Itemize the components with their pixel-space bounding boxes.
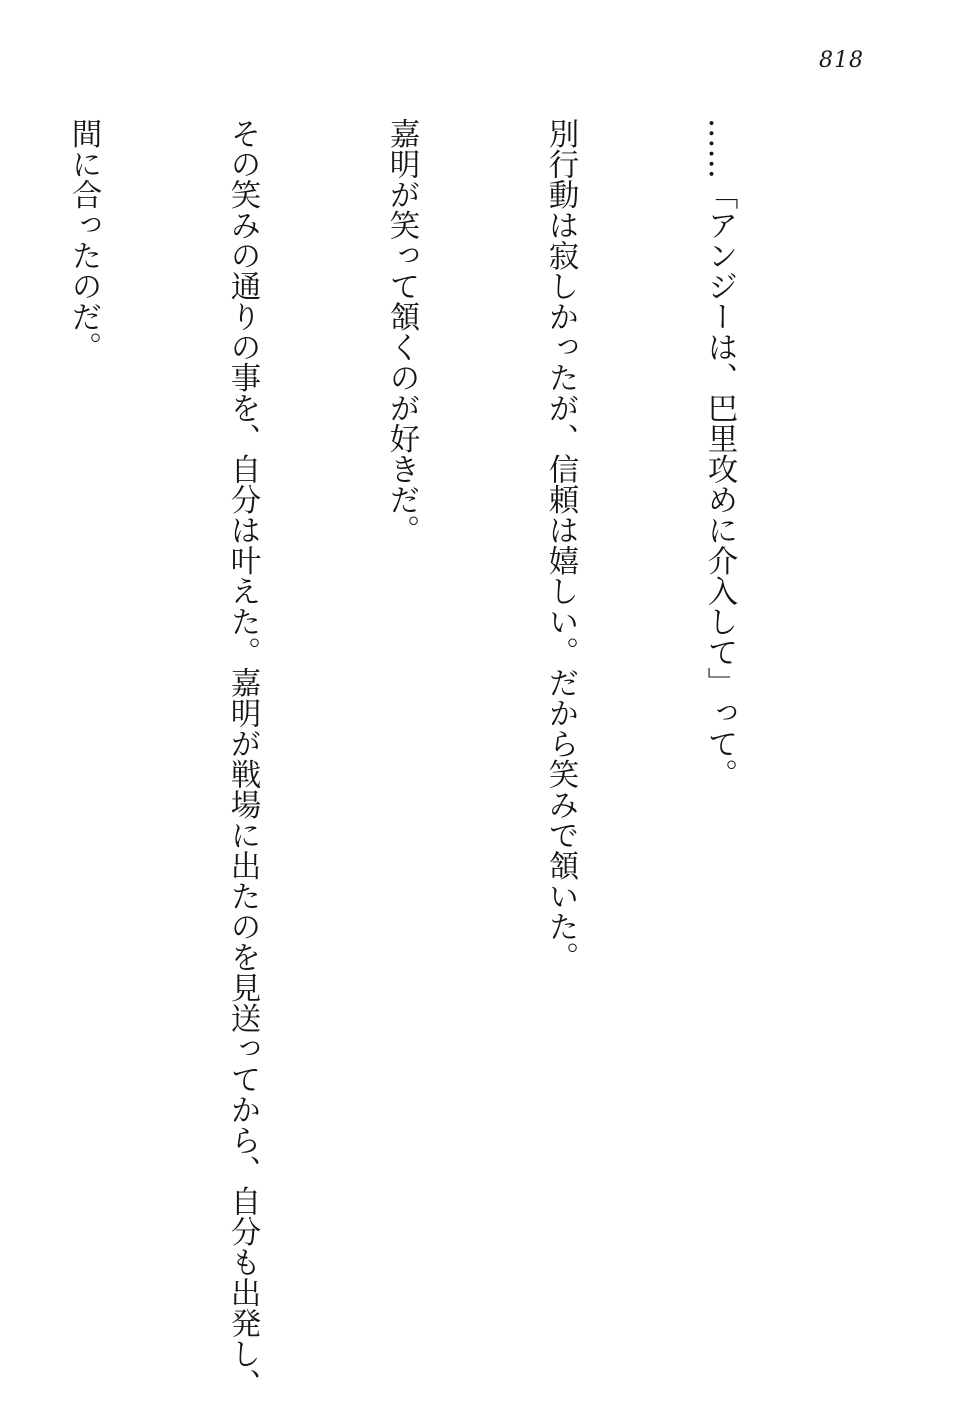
text-line: その笑みの通りの事を、自分は叶えた。嘉明が戦場に出たのを見送ってから、自分も出発し、 [225, 118, 260, 1399]
text-line: 別行動は寂しかったが、信頼は嬉しい。だから笑みで頷いた。 [543, 118, 578, 972]
text-line: ……「アンジーは、巴里攻めに介入して」って。 [702, 118, 737, 789]
text-line: 間に合ったのだ。 [66, 118, 101, 362]
page-number: 818 [819, 48, 864, 73]
vertical-text-body [0, 118, 852, 1399]
text-line: 嘉明が笑って頷くのが好きだ。 [384, 118, 419, 545]
